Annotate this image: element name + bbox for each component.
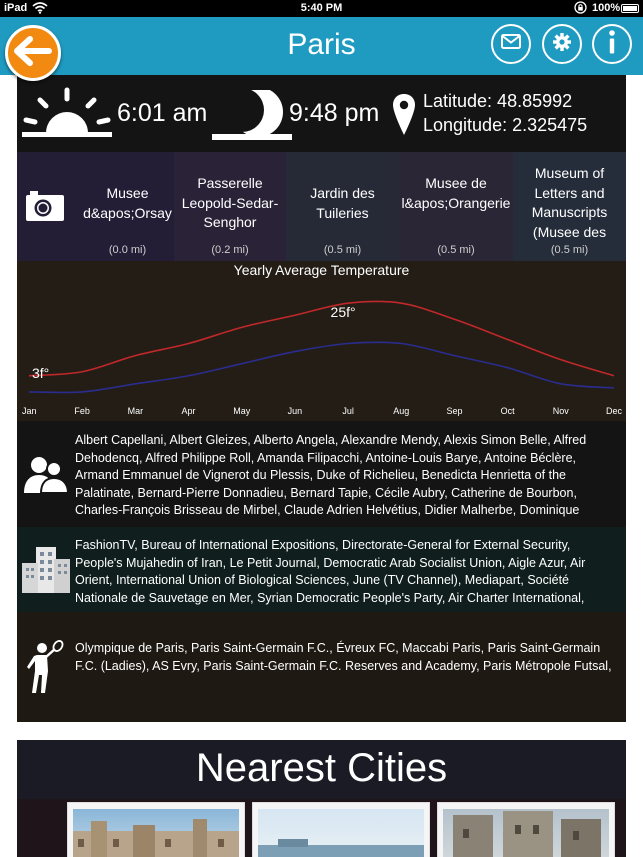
back-arrow-icon xyxy=(14,36,52,71)
info-button[interactable] xyxy=(592,24,632,64)
nearby-place-item[interactable] xyxy=(17,152,174,261)
place-distance: (0.2 mi) xyxy=(211,244,249,256)
people-row xyxy=(17,421,626,527)
nearby-place-item[interactable] xyxy=(513,152,626,261)
battery-percentage: 100% xyxy=(592,2,621,14)
sunrise-time: 6:01 am xyxy=(117,99,208,127)
month-tick-label: Oct xyxy=(500,406,515,416)
gear-icon xyxy=(552,32,572,57)
sunset-icon xyxy=(212,90,292,145)
city-thumbnail[interactable] xyxy=(437,802,615,857)
temperature-series-0-line xyxy=(29,301,614,375)
organizations-row xyxy=(17,527,626,612)
temperature-chart-svg xyxy=(17,261,626,421)
place-name: Jardin des Tuileries xyxy=(310,185,375,221)
month-tick-label: Sep xyxy=(446,406,463,416)
city-info-card xyxy=(17,75,626,722)
city-photo xyxy=(73,809,239,857)
location-pin-icon xyxy=(392,93,416,142)
people-list: Albert Capellani, Albert Gleizes, Alberto Angela, Alexandre Mendy, Alexis Simon Belle, Alfred Dehodencq, Alfred Philippe Roll, Amanda Filipacchi, Antoine-Louis Barye, Antoine Béclère, Armand Emmanuel de Vignerot du Plessis, Duke of Richelieu, Benedicta Henrietta of the Palatinate, Bernard-Pierre Donnadieu, Bernard Tapie, Cécile Aubry, Catherine de Bourbon, Charles-François Brisseau de Mirbel, Claude Adrien Helvétius, Didier Malherbe, Dominique xyxy=(75,433,587,518)
nearby-places-row xyxy=(17,152,626,261)
latitude-label: Latitude: 48.85992 xyxy=(423,91,573,111)
sunrise-icon xyxy=(22,87,112,142)
place-distance: (0.0 mi) xyxy=(108,244,147,256)
city-photo xyxy=(443,809,609,857)
nearest-cities-section xyxy=(17,740,626,857)
max-temperature-label: 25f° xyxy=(330,304,356,321)
back-button[interactable] xyxy=(5,25,61,81)
month-tick-label: May xyxy=(233,406,251,416)
nearest-cities-heading: Nearest Cities xyxy=(195,746,448,790)
page-title: Paris xyxy=(287,28,356,61)
rotation-lock-icon xyxy=(574,1,587,17)
mail-button[interactable] xyxy=(491,24,531,64)
sunset-time: 9:48 pm xyxy=(289,99,380,127)
info-icon xyxy=(606,29,618,60)
place-name: Museum of Letters and Manuscripts (Musee des xyxy=(531,165,608,240)
month-tick-label: Aug xyxy=(393,406,410,416)
month-tick-label: Mar xyxy=(127,406,144,416)
battery-icon xyxy=(621,4,639,13)
sun-location-row xyxy=(17,75,626,152)
buildings-icon xyxy=(17,527,75,612)
month-tick-label: Feb xyxy=(74,406,90,416)
place-name: Musee d&apos;Orsay xyxy=(83,185,172,221)
nav-bar xyxy=(0,17,643,75)
tennis-player-icon xyxy=(17,612,75,722)
settings-button[interactable] xyxy=(542,24,582,64)
place-name: Passerelle Leopold-Sedar-Senghor xyxy=(181,175,279,230)
month-tick-label: Jun xyxy=(287,406,303,416)
city-thumbnail[interactable] xyxy=(252,802,430,857)
city-photo xyxy=(258,809,424,857)
clock: 5:40 PM xyxy=(300,2,343,14)
place-distance: (0.5 mi) xyxy=(437,244,475,256)
place-distance: (0.5 mi) xyxy=(550,244,589,256)
people-icon xyxy=(17,421,75,527)
place-name: Musee de l&apos;Orangerie xyxy=(401,175,511,211)
month-tick-label: Nov xyxy=(552,406,569,416)
temperature-series-1-line xyxy=(29,342,614,392)
place-distance: (0.5 mi) xyxy=(323,244,362,256)
month-tick-label: Jul xyxy=(342,406,354,416)
carrier-label: iPad xyxy=(4,2,28,14)
camera-icon xyxy=(25,190,65,227)
city-thumbnail[interactable] xyxy=(67,802,245,857)
temperature-chart xyxy=(17,261,626,421)
nearby-place-item[interactable] xyxy=(286,152,399,261)
nearby-place-item[interactable] xyxy=(399,152,513,261)
organizations-list: FashionTV, Bureau of International Expositions, Directorate-General for External Security, People's Mujahedin of Iran, Le Petit Journal, Democratic Arab Socialist Union, Aigle Azur, Air Orient, International Union of Biological Sciences, June (TV Channel), Mediapart, Société Nationale de Sauvetage en Mer, Syrian Democratic People's Party, Air Charter International, xyxy=(75,538,586,605)
chart-title: Yearly Average Temperature xyxy=(233,262,410,278)
longitude-label: Longitude: 2.325475 xyxy=(423,115,588,135)
sports-teams-list: Olympique de Paris, Paris Saint-Germain F.C., Évreux FC, Maccabi Paris, Paris Saint-Germain F.C. (Ladies), AS Evry, Paris Saint-Germain F.C. Reserves and Academy, Paris Métropole Futsal, xyxy=(75,641,612,673)
month-tick-label: Jan xyxy=(22,406,37,416)
month-tick-label: Apr xyxy=(181,406,196,416)
nearby-place-item[interactable] xyxy=(174,152,286,261)
min-temperature-label: 3f° xyxy=(32,364,50,381)
month-tick-label: Dec xyxy=(605,406,622,416)
mail-icon xyxy=(501,34,521,54)
status-bar xyxy=(0,0,643,17)
sports-row xyxy=(17,612,626,722)
